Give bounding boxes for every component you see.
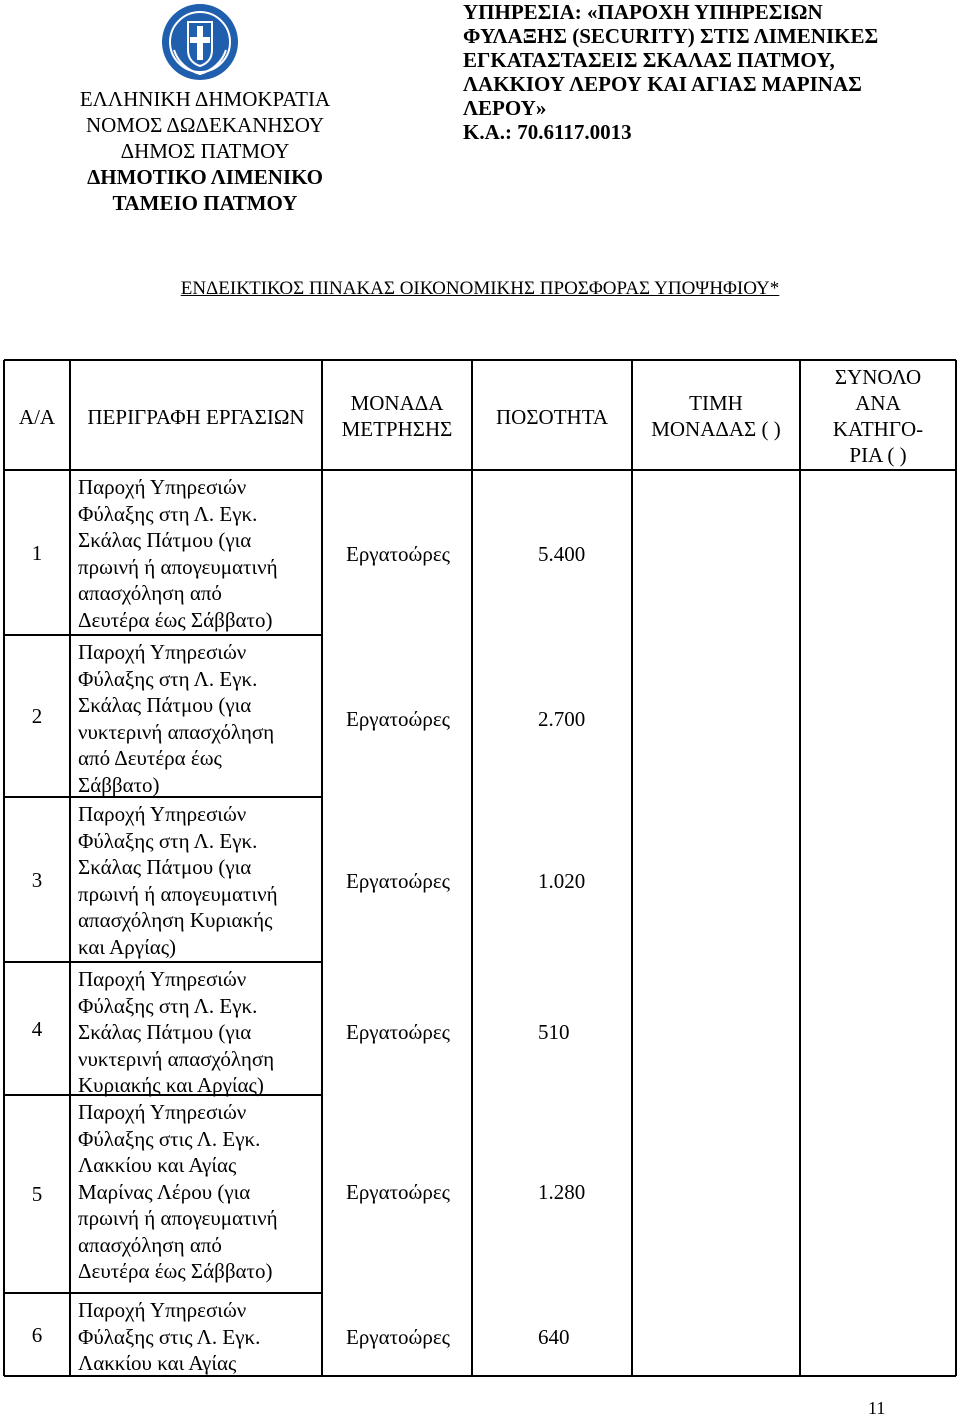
row-description-line: Δευτέρα έως Σάββατο) — [78, 607, 273, 632]
row-description — [78, 801, 320, 960]
row-description — [78, 966, 320, 1099]
page-number: 11 — [868, 1398, 886, 1418]
row-description-line: Φύλαξης στη Λ. Εγκ. — [78, 993, 258, 1018]
row-unit: Εργατοώρες — [346, 1020, 450, 1045]
row-description-line: Σκάλας Πάτμου (για — [78, 1020, 252, 1044]
row-description-line: Φύλαξης στη Λ. Εγκ. — [78, 501, 258, 526]
row-description-line: Φύλαξης στις Λ. Εγκ. — [78, 1324, 261, 1349]
row-unit: Εργατοώρες — [346, 541, 450, 566]
service-line: ΕΓΚΑΤΑΣΤΑΣΕΙΣ ΣΚΑΛΑΣ ΠΑΤΜΟΥ, — [463, 48, 835, 72]
greek-emblem-icon — [160, 2, 240, 82]
row-description-line: Παροχή Υπηρεσιών — [78, 640, 247, 664]
document-title: ΕΝΔΕΙΚΤΙΚΟΣ ΠΙΝΑΚΑΣ ΟΙΚΟΝΟΜΙΚΗΣ ΠΡΟΣΦΟΡΑΣ ΥΠΟΨΗΦΙΟΥ* — [180, 278, 780, 299]
row-quantity: 510 — [538, 1020, 570, 1045]
header-description-line: ΠΕΡΙΓΡΑΦΗ ΕΡΓΑΣΙΩΝ — [87, 405, 305, 429]
row-unit: Εργατοώρες — [346, 868, 450, 893]
service-description — [463, 0, 953, 144]
row-quantity: 2.700 — [538, 706, 586, 731]
service-line: ΥΠΗΡΕΣΙΑ: «ΠΑΡΟΧΗ ΥΠΗΡΕΣΙΩΝ — [463, 0, 823, 24]
header-unit-price-line: ΤΙΜΗ — [689, 391, 743, 415]
table-column-border — [631, 360, 633, 1376]
row-description-line: απασχόληση Κυριακής — [78, 908, 273, 932]
header-unit-price-line: ΜΟΝΑΔΑΣ ( ) — [651, 417, 781, 441]
row-quantity: 1.020 — [538, 868, 586, 893]
row-description-line: απασχόληση από — [78, 581, 222, 605]
row-description-line: Παροχή Υπηρεσιών — [78, 475, 247, 499]
row-description — [78, 1099, 320, 1285]
table-row-divider — [4, 1292, 322, 1294]
table-column-border — [471, 360, 473, 1376]
row-description — [78, 639, 320, 798]
row-description-line: Παροχή Υπηρεσιών — [78, 1100, 247, 1124]
service-line: ΦΥΛΑΞΗΣ (SECURITY) ΣΤΙΣ ΛΙΜΕΝΙΚΕΣ — [463, 24, 879, 48]
row-description-line: πρωινή ή απογευματινή — [78, 554, 278, 579]
row-description-line: Κυριακής και Αργίας) — [78, 1073, 264, 1097]
header-total — [800, 364, 956, 468]
authority-line: ΤΑΜΕΙΟ ΠΑΤΜΟΥ — [112, 191, 298, 215]
row-description-line: Λακκίου και Αγίας — [78, 1153, 237, 1177]
header-total-line: ΡΙΑ ( ) — [849, 443, 907, 467]
table-column-border — [321, 360, 323, 1376]
row-number: 5 — [31, 1182, 43, 1206]
table-column-border — [955, 360, 957, 1376]
header-total-line: ΣΥΝΟΛΟ — [834, 365, 922, 389]
header-quantity — [472, 404, 632, 430]
header-unit-price — [632, 390, 800, 442]
row-description-line: Παροχή Υπηρεσιών — [78, 802, 247, 826]
row-description-line: πρωινή ή απογευματινή — [78, 881, 278, 906]
row-quantity: 1.280 — [538, 1179, 586, 1204]
row-description-line: Φύλαξης στη Λ. Εγκ. — [78, 828, 258, 853]
row-number: 4 — [31, 1016, 43, 1041]
row-unit: Εργατοώρες — [346, 1324, 450, 1349]
table-row-divider — [4, 961, 322, 963]
row-description-line: Σκάλας Πάτμου (για — [78, 855, 252, 879]
header-aa-line: Α/Α — [18, 405, 56, 429]
row-number: 2 — [31, 704, 43, 728]
header-aa — [4, 404, 70, 430]
header-unit-line: ΜΕΤΡΗΣΗΣ — [341, 417, 453, 441]
header-total-line: ΑΝΑ — [855, 391, 901, 415]
row-number: 3 — [31, 867, 43, 892]
row-description-line: Σάββατο) — [78, 772, 160, 797]
row-description-line: απασχόληση από — [78, 1232, 222, 1257]
row-quantity: 640 — [538, 1324, 570, 1349]
authority-line: ΝΟΜΟΣ ΔΩΔΕΚΑΝΗΣΟΥ — [85, 113, 325, 137]
row-description-line: νυκτερινή απασχόληση — [78, 719, 275, 744]
authority-line: ΕΛΛΗΝΙΚΗ ΔΗΜΟΚΡΑΤΙΑ — [79, 87, 331, 111]
header-description — [70, 404, 322, 430]
table-header-divider — [4, 469, 956, 471]
authority-line: ΔΗΜΟΤΙΚΟ ΛΙΜΕΝΙΚΟ — [87, 165, 323, 189]
row-description-line: και Αργίας) — [78, 934, 177, 959]
row-description-line: νυκτερινή απασχόληση — [78, 1046, 275, 1071]
header-total-line: ΚΑΤΗΓΟ- — [832, 417, 924, 441]
row-description-line: από Δευτέρα έως — [78, 746, 222, 770]
header-quantity-line: ΠΟΣΟΤΗΤΑ — [495, 405, 609, 429]
row-description-line: Μαρίνας Λέρου (για — [78, 1179, 251, 1204]
service-line: Κ.Α.: 70.6117.0013 — [463, 120, 632, 144]
row-description-line: Φύλαξης στη Λ. Εγκ. — [78, 666, 258, 691]
authority-line: ΔΗΜΟΣ ΠΑΤΜΟΥ — [120, 139, 290, 163]
issuing-authority — [40, 86, 370, 216]
table-column-border — [799, 360, 801, 1376]
table-row-divider — [4, 634, 322, 636]
row-number: 1 — [31, 540, 43, 565]
header-unit-line: ΜΟΝΑΔΑ — [350, 391, 444, 415]
service-line: ΛΕΡΟΥ» — [463, 96, 547, 120]
service-line: ΛΑΚΚΙΟΥ ΛΕΡΟΥ ΚΑΙ ΑΓΙΑΣ ΜΑΡΙΝΑΣ — [463, 72, 862, 96]
row-description-line: Σκάλας Πάτμου (για — [78, 528, 252, 552]
table-border-top — [4, 359, 956, 361]
row-description — [78, 1297, 320, 1377]
row-description-line: Λακκίου και Αγίας — [78, 1351, 237, 1375]
row-description-line: πρωινή ή απογευματινή — [78, 1206, 278, 1230]
row-unit: Εργατοώρες — [346, 706, 450, 731]
row-description-line: Παροχή Υπηρεσιών — [78, 1298, 247, 1322]
row-description-line: Παροχή Υπηρεσιών — [78, 967, 247, 991]
row-description-line: Σκάλας Πάτμου (για — [78, 693, 252, 717]
row-description — [78, 474, 320, 633]
row-quantity: 5.400 — [538, 541, 586, 566]
row-description-line: Δευτέρα έως Σάββατο) — [78, 1259, 273, 1283]
row-unit: Εργατοώρες — [346, 1179, 450, 1204]
row-number: 6 — [31, 1322, 43, 1347]
header-unit — [322, 390, 472, 442]
row-description-line: Φύλαξης στις Λ. Εγκ. — [78, 1126, 261, 1151]
